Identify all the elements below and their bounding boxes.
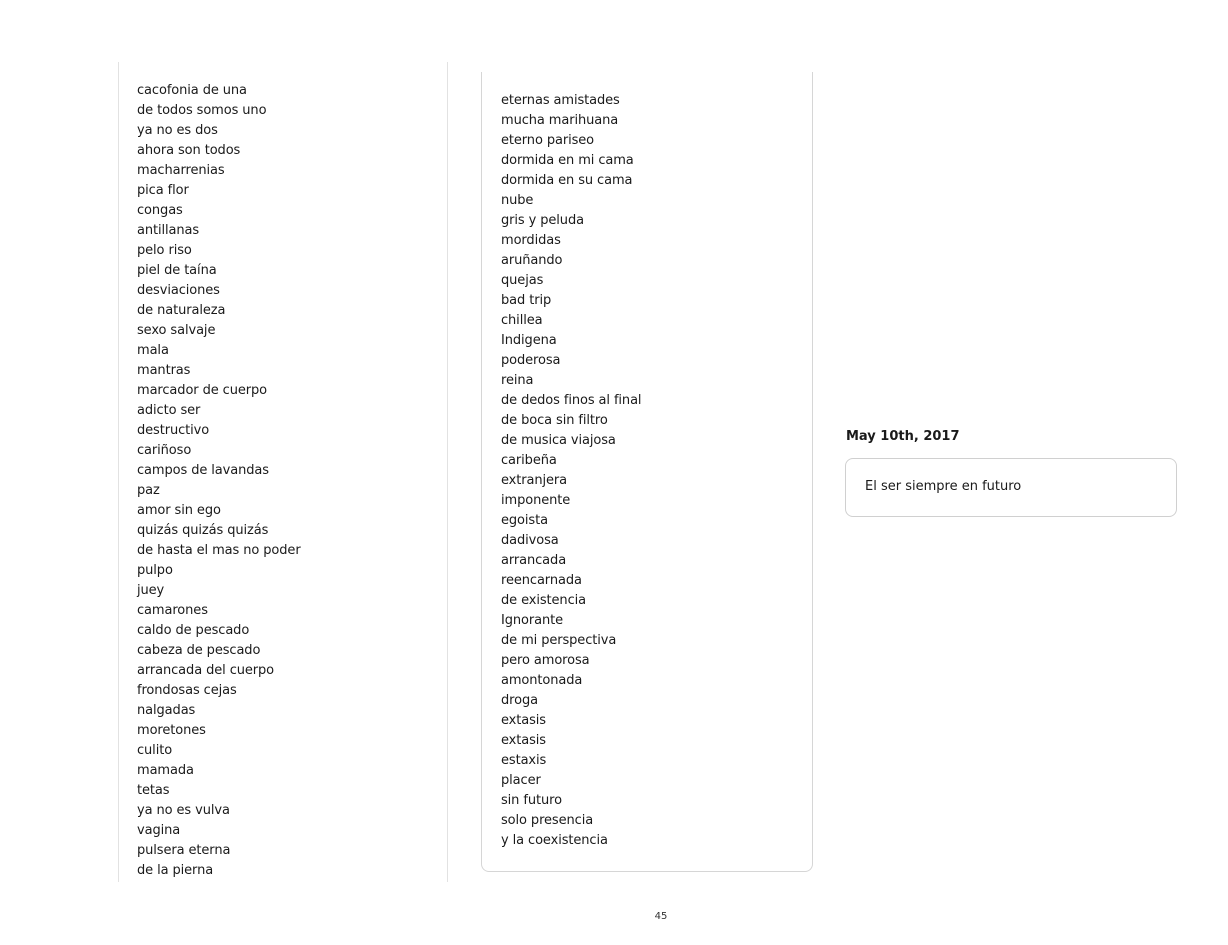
poem-line: nube	[501, 193, 534, 208]
poem-line: mordidas	[501, 233, 561, 248]
poem-line: mamada	[137, 763, 194, 778]
poem-line: frondosas cejas	[137, 683, 237, 698]
poem-line: caldo de pescado	[137, 623, 250, 638]
poem-line: dormida en mi cama	[501, 153, 634, 168]
poem-line: de boca sin filtro	[501, 413, 608, 428]
entry-card[interactable]	[845, 458, 1177, 517]
poem-line: macharrenias	[137, 163, 225, 178]
poem-line: estaxis	[501, 753, 547, 768]
poem-line: destructivo	[137, 423, 210, 438]
poem-line: paz	[137, 483, 160, 498]
poem-line: extasis	[501, 733, 546, 748]
poem-column-1	[118, 62, 448, 882]
poem-column-2	[481, 72, 813, 872]
poem-lines	[501, 91, 641, 851]
poem-line: antillanas	[137, 223, 200, 238]
poem-line: tetas	[137, 783, 170, 798]
poem-line: caribeña	[501, 453, 557, 468]
poem-line: piel de taína	[137, 263, 217, 278]
poem-line: quizás quizás quizás	[137, 523, 269, 538]
poem-line: de naturaleza	[137, 303, 226, 318]
poem-line: desviaciones	[137, 283, 220, 298]
poem-line: imponente	[501, 493, 571, 508]
poem-line: ahora son todos	[137, 143, 241, 158]
poem-line: juey	[137, 583, 165, 598]
poem-line: placer	[501, 773, 541, 788]
poem-line: extasis	[501, 713, 546, 728]
poem-line: de todos somos uno	[137, 103, 267, 118]
poem-line: cacofonia de una	[137, 83, 247, 98]
poem-line: Indigena	[501, 333, 557, 348]
poem-line: eternas amistades	[501, 93, 620, 108]
poem-line: gris y peluda	[501, 213, 584, 228]
poem-line: extranjera	[501, 473, 568, 488]
poem-line: arrancada	[501, 553, 567, 568]
poem-line: sin futuro	[501, 793, 562, 808]
poem-line: marcador de cuerpo	[137, 383, 268, 398]
poem-line: dadivosa	[501, 533, 559, 548]
poem-line: de musica viajosa	[501, 433, 616, 448]
poem-line: camarones	[137, 603, 208, 618]
poem-line: droga	[501, 693, 538, 708]
poem-line: amor sin ego	[137, 503, 221, 518]
poem-line: amontonada	[501, 673, 583, 688]
poem-line: reencarnada	[501, 573, 582, 588]
poem-line: congas	[137, 203, 183, 218]
poem-line: mucha marihuana	[501, 113, 619, 128]
poem-line: de hasta el mas no poder	[137, 543, 301, 558]
poem-line: moretones	[137, 723, 206, 738]
poem-line: pulpo	[137, 563, 173, 578]
poem-lines	[137, 81, 301, 881]
poem-line: mantras	[137, 363, 191, 378]
poem-line: dormida en su cama	[501, 173, 633, 188]
poem-line: pulsera eterna	[137, 843, 231, 858]
poem-line: eterno pariseo	[501, 133, 595, 148]
poem-line: bad trip	[501, 293, 552, 308]
poem-line: arrancada del cuerpo	[137, 663, 275, 678]
poem-line: ya no es dos	[137, 123, 218, 138]
poem-line: reina	[501, 373, 534, 388]
poem-line: pica flor	[137, 183, 189, 198]
poem-line: solo presencia	[501, 813, 594, 828]
poem-line: egoista	[501, 513, 548, 528]
poem-line: mala	[137, 343, 169, 358]
poem-line: Ignorante	[501, 613, 564, 628]
entry-text: El ser siempre en futuro	[865, 479, 1022, 494]
poem-line: y la coexistencia	[501, 833, 608, 848]
poem-line: pelo riso	[137, 243, 192, 258]
poem-line: chillea	[501, 313, 543, 328]
poem-line: cabeza de pescado	[137, 643, 261, 658]
poem-line: vagina	[137, 823, 181, 838]
page-number: 45	[654, 911, 668, 922]
poem-line: pero amorosa	[501, 653, 590, 668]
poem-line: de la pierna	[137, 863, 214, 878]
poem-line: de existencia	[501, 593, 586, 608]
poem-line: culito	[137, 743, 173, 758]
poem-line: ya no es vulva	[137, 803, 230, 818]
poem-line: sexo salvaje	[137, 323, 216, 338]
poem-line: de dedos finos al final	[501, 393, 642, 408]
poem-line: adicto ser	[137, 403, 201, 418]
poem-line: cariñoso	[137, 443, 192, 458]
poem-line: campos de lavandas	[137, 463, 269, 478]
poem-line: quejas	[501, 273, 544, 288]
poem-line: poderosa	[501, 353, 561, 368]
poem-line: aruñando	[501, 253, 563, 268]
poem-line: nalgadas	[137, 703, 196, 718]
poem-line: de mi perspectiva	[501, 633, 617, 648]
entry-date: May 10th, 2017	[846, 429, 960, 444]
